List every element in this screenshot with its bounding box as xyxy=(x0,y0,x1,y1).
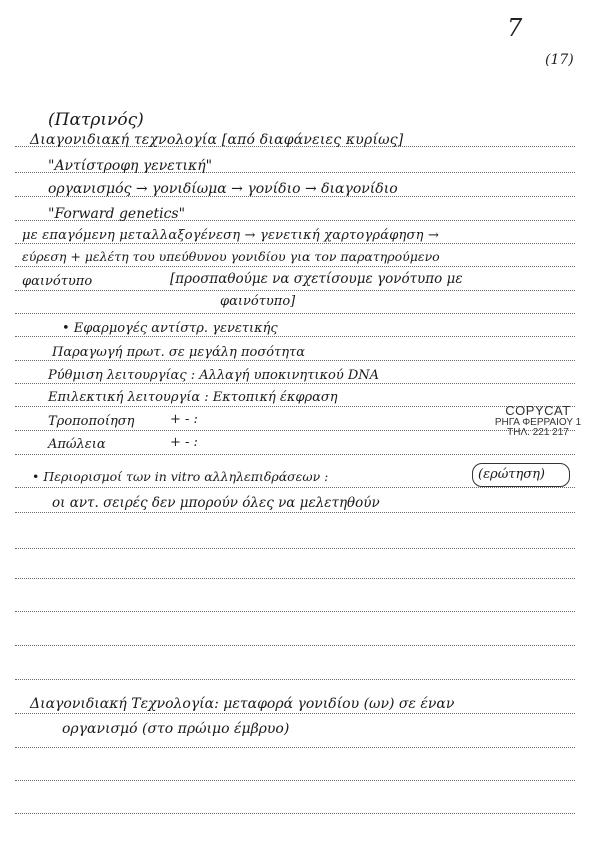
ruled-line xyxy=(15,336,575,337)
ruled-line xyxy=(15,780,575,781)
note-line: οι αντ. σειρές δεν μπορούν όλες να μελετηθούν xyxy=(52,495,380,511)
bullet-heading: • Περιορισμοί των in vitro αλληλεπιδράσεων : xyxy=(32,469,329,484)
note-line: "Forward genetics" xyxy=(48,206,186,222)
page-sub-number: (17) xyxy=(545,52,574,68)
ruled-line xyxy=(15,313,575,314)
stamp-phone: ΤΗΛ. 221 217 xyxy=(507,427,569,439)
note-line: εύρεση + μελέτη του υπεύθυνου γονιδίου για τον παρατηρούμενο xyxy=(22,249,440,264)
ruled-line xyxy=(15,266,575,267)
ruled-line xyxy=(15,813,575,814)
ruled-line xyxy=(15,454,575,455)
ruled-line xyxy=(15,578,575,579)
note-line-bracket: [προσπαθούμε να σχετίσουμε γονότυπο με xyxy=(170,271,463,287)
note-line: οργανισμό (στο πρώιμο έμβρυο) xyxy=(62,721,290,737)
ruled-line xyxy=(15,243,575,244)
ruled-line xyxy=(15,679,575,680)
ruled-line xyxy=(15,512,575,513)
note-line-suffix: + - : xyxy=(170,435,198,450)
note-line: Ρύθμιση λειτουργίας : Αλλαγή υποκινητικού DNA xyxy=(48,368,380,383)
page-number: 7 xyxy=(507,14,523,42)
ruled-line xyxy=(15,383,575,384)
stamp-name: COPYCAT xyxy=(505,403,571,418)
ruled-line xyxy=(15,645,575,646)
note-line: Τροποποίηση xyxy=(48,414,135,429)
question-label: (ερώτηση) xyxy=(478,467,546,482)
ruled-line xyxy=(15,611,575,612)
note-line-suffix: + - : xyxy=(170,412,198,427)
ruled-line xyxy=(15,548,575,549)
ruled-line xyxy=(15,747,575,748)
note-line: Διαγονιδιακή τεχνολογία [από διαφάνειες κυρίως] xyxy=(30,132,404,148)
note-line: φαινότυπο] xyxy=(220,294,296,309)
note-line: Επιλεκτική λειτουργία : Εκτοπική έκφραση xyxy=(48,390,338,405)
note-line: Απώλεια xyxy=(48,437,106,452)
note-line: οργανισμός → γονιδίωμα → γονίδιο → διαγονίδιο xyxy=(48,181,398,197)
ruled-line xyxy=(15,290,575,291)
note-line: Διαγονιδιακή Τεχνολογία: μεταφορά γονιδίου (ων) σε έναν xyxy=(30,696,455,712)
ruled-line xyxy=(15,713,575,714)
note-line: Παραγωγή πρωτ. σε μεγάλη ποσότητα xyxy=(52,345,305,360)
note-line: με επαγόμενη μεταλλαξογένεση → γενετική χαρτογράφηση → xyxy=(22,228,440,243)
ruled-line xyxy=(15,487,575,488)
note-line: φαινότυπο xyxy=(22,274,93,289)
stamp-address: ΡΗΓΑ ΦΕΡΡΑΙΟΥ 1 xyxy=(494,416,582,428)
note-line: "Αντίστροφη γενετική" xyxy=(48,158,213,174)
ruled-line xyxy=(15,360,575,361)
copycat-stamp xyxy=(483,404,593,439)
bullet-heading: • Εφαρμογές αντίστρ. γενετικής xyxy=(62,321,278,336)
heading: (Πατρινός) xyxy=(48,110,144,130)
